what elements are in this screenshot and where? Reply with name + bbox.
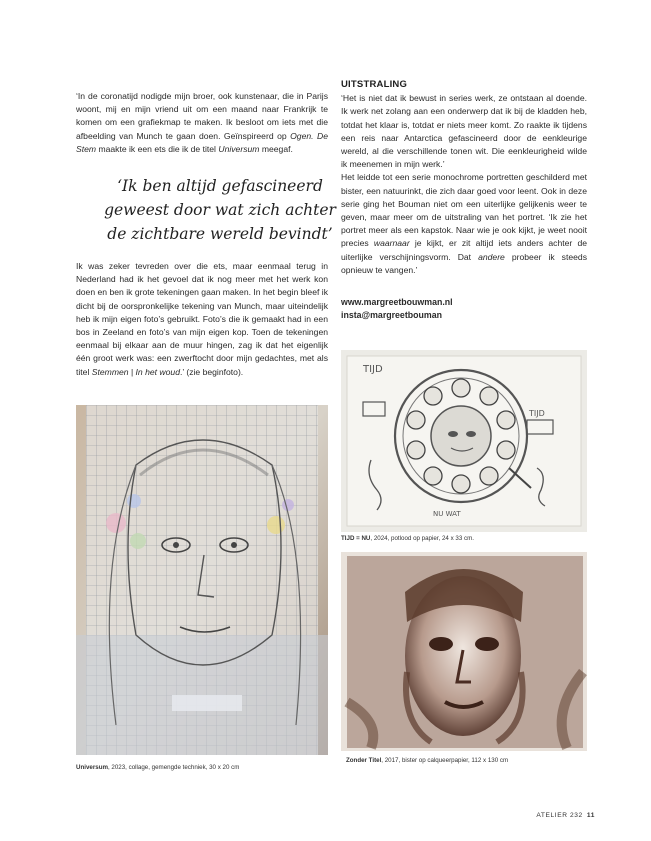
caption-title: Zonder Titel [346,757,382,764]
paragraph [341,171,587,277]
uitstraling-section [341,78,587,277]
quote-line: de zichtbare wereld bevindt’ [107,225,333,243]
text-run: Ik was zeker tevreden over die ets, maar eenmaal terug in Nederland had ik het gevoel dat ik nog meer met het werk kon doen en ben ik grote tekeningen gaan maken. In het begin bleef ik dicht bij de oorspronkelijke tekening van Munch, maar uiteindelijk heb ik mijn eigen foto’s gebruikt. Foto’s die ik gemaakt had in een bos in Zeeland en foto’s van mijn eigen kop. Toen de tekeningen eenmaal bij elkaar aan de muur hingen, zag ik dat het eigenlijk één groot werk was: een zwerftocht door mijn gedachtes, met als titel [76,261,328,377]
caption-title: TIJD = NU [341,535,371,542]
text-run: .’ (zie beginfoto). [179,366,244,377]
italic-title: Stemmen | In het woud [91,366,180,377]
caption-universum [76,764,239,772]
quote-line: ‘Ik ben altijd gefascineerd [117,177,323,195]
page-number: 11 [586,812,595,819]
intro-paragraph [76,90,328,156]
artwork-zonder-titel [341,552,587,751]
italic-title: Ogen. De Stem [76,130,328,154]
universum-collage [76,405,328,755]
website-link[interactable]: www.margreetbouwman.nl [341,297,453,307]
dial-label-bottom: NU WAT [433,510,461,518]
text-run: maakte ik een ets die ik de titel [96,143,219,154]
paragraph [76,260,328,379]
section-heading: UITSTRALING [341,79,408,90]
page-footer [536,812,595,819]
text-run: probeer ik steeds opnieuw te vangen.’ [341,251,588,275]
text-run: meegaf. [259,143,293,154]
contact-links [341,296,453,322]
paragraph: ‘Het is niet dat ik bewust in series werk, ze ontstaan al doende. Ik werk net zolang aan een onderwerp dat ik bij de kladden heb, totdat het klaar is, totdat er niets meer komt. Zo raakte ik tijdens een reis naar Antarctica gefascineerd door de eenkleurige wereld, al die verschillende tonen wit. Die eenkleurigheid wilde ik meenemen in mijn werk.’ [341,93,587,170]
instagram-link[interactable]: insta@margreetbouman [341,310,442,320]
italic-word: andere [478,251,505,262]
caption-text: , 2024, potlood op papier, 24 x 33 cm. [370,535,474,542]
caption-title: Universum [76,764,108,771]
text-run: je kijkt, er zit altijd iets anders achter de uiterlijke verschijningsvorm. Dat [341,238,588,262]
body-paragraph [76,260,328,379]
italic-title: Universum [218,143,260,154]
dial-drawing [341,350,587,532]
bister-portrait [341,552,587,751]
caption-tijd-is-nu [341,535,474,543]
caption-text: , 2023, collage, gemengde techniek, 30 x 20 cm [107,764,240,771]
text-run: ‘In de coronatijd nodigde mijn broer, ook kunstenaar, die in Parijs woont, mij en mijn vriend uit om een maand naar Frankrijk te komen om een grafiekmap te maken. Ik besloot om iets met die afbeelding van Munch te gaan doen. Geïnspireerd op [76,91,328,141]
artwork-tijd-is-nu [341,350,587,532]
quote-line: geweest door wat zich achter [104,201,336,219]
dial-label-right: TIJD [529,409,545,418]
paragraph [76,90,328,156]
pull-quote [100,174,340,246]
text-run: Het leidde tot een serie monochrome portretten geschilderd met bister, een natuurinkt, die zich daar goed voor leent. Ook in deze serie ging het Bouman niet om een uiterlijke gelijkenis weer te geven, maar meer om de uitstraling van het portret. ‘Ik zie het portret meer als een kapstok. Naar wie je ook kijkt, je weet nooit precies [341,172,587,249]
artwork-universum [76,405,328,755]
caption-text: , 2017, bister op calqueerpapier, 112 x 130 cm [381,757,509,764]
italic-word: waarnaar [373,238,410,249]
caption-zonder-titel [346,757,508,765]
magazine-name: ATELIER 232 [536,812,583,819]
dial-label-left: TIJD [363,364,383,375]
